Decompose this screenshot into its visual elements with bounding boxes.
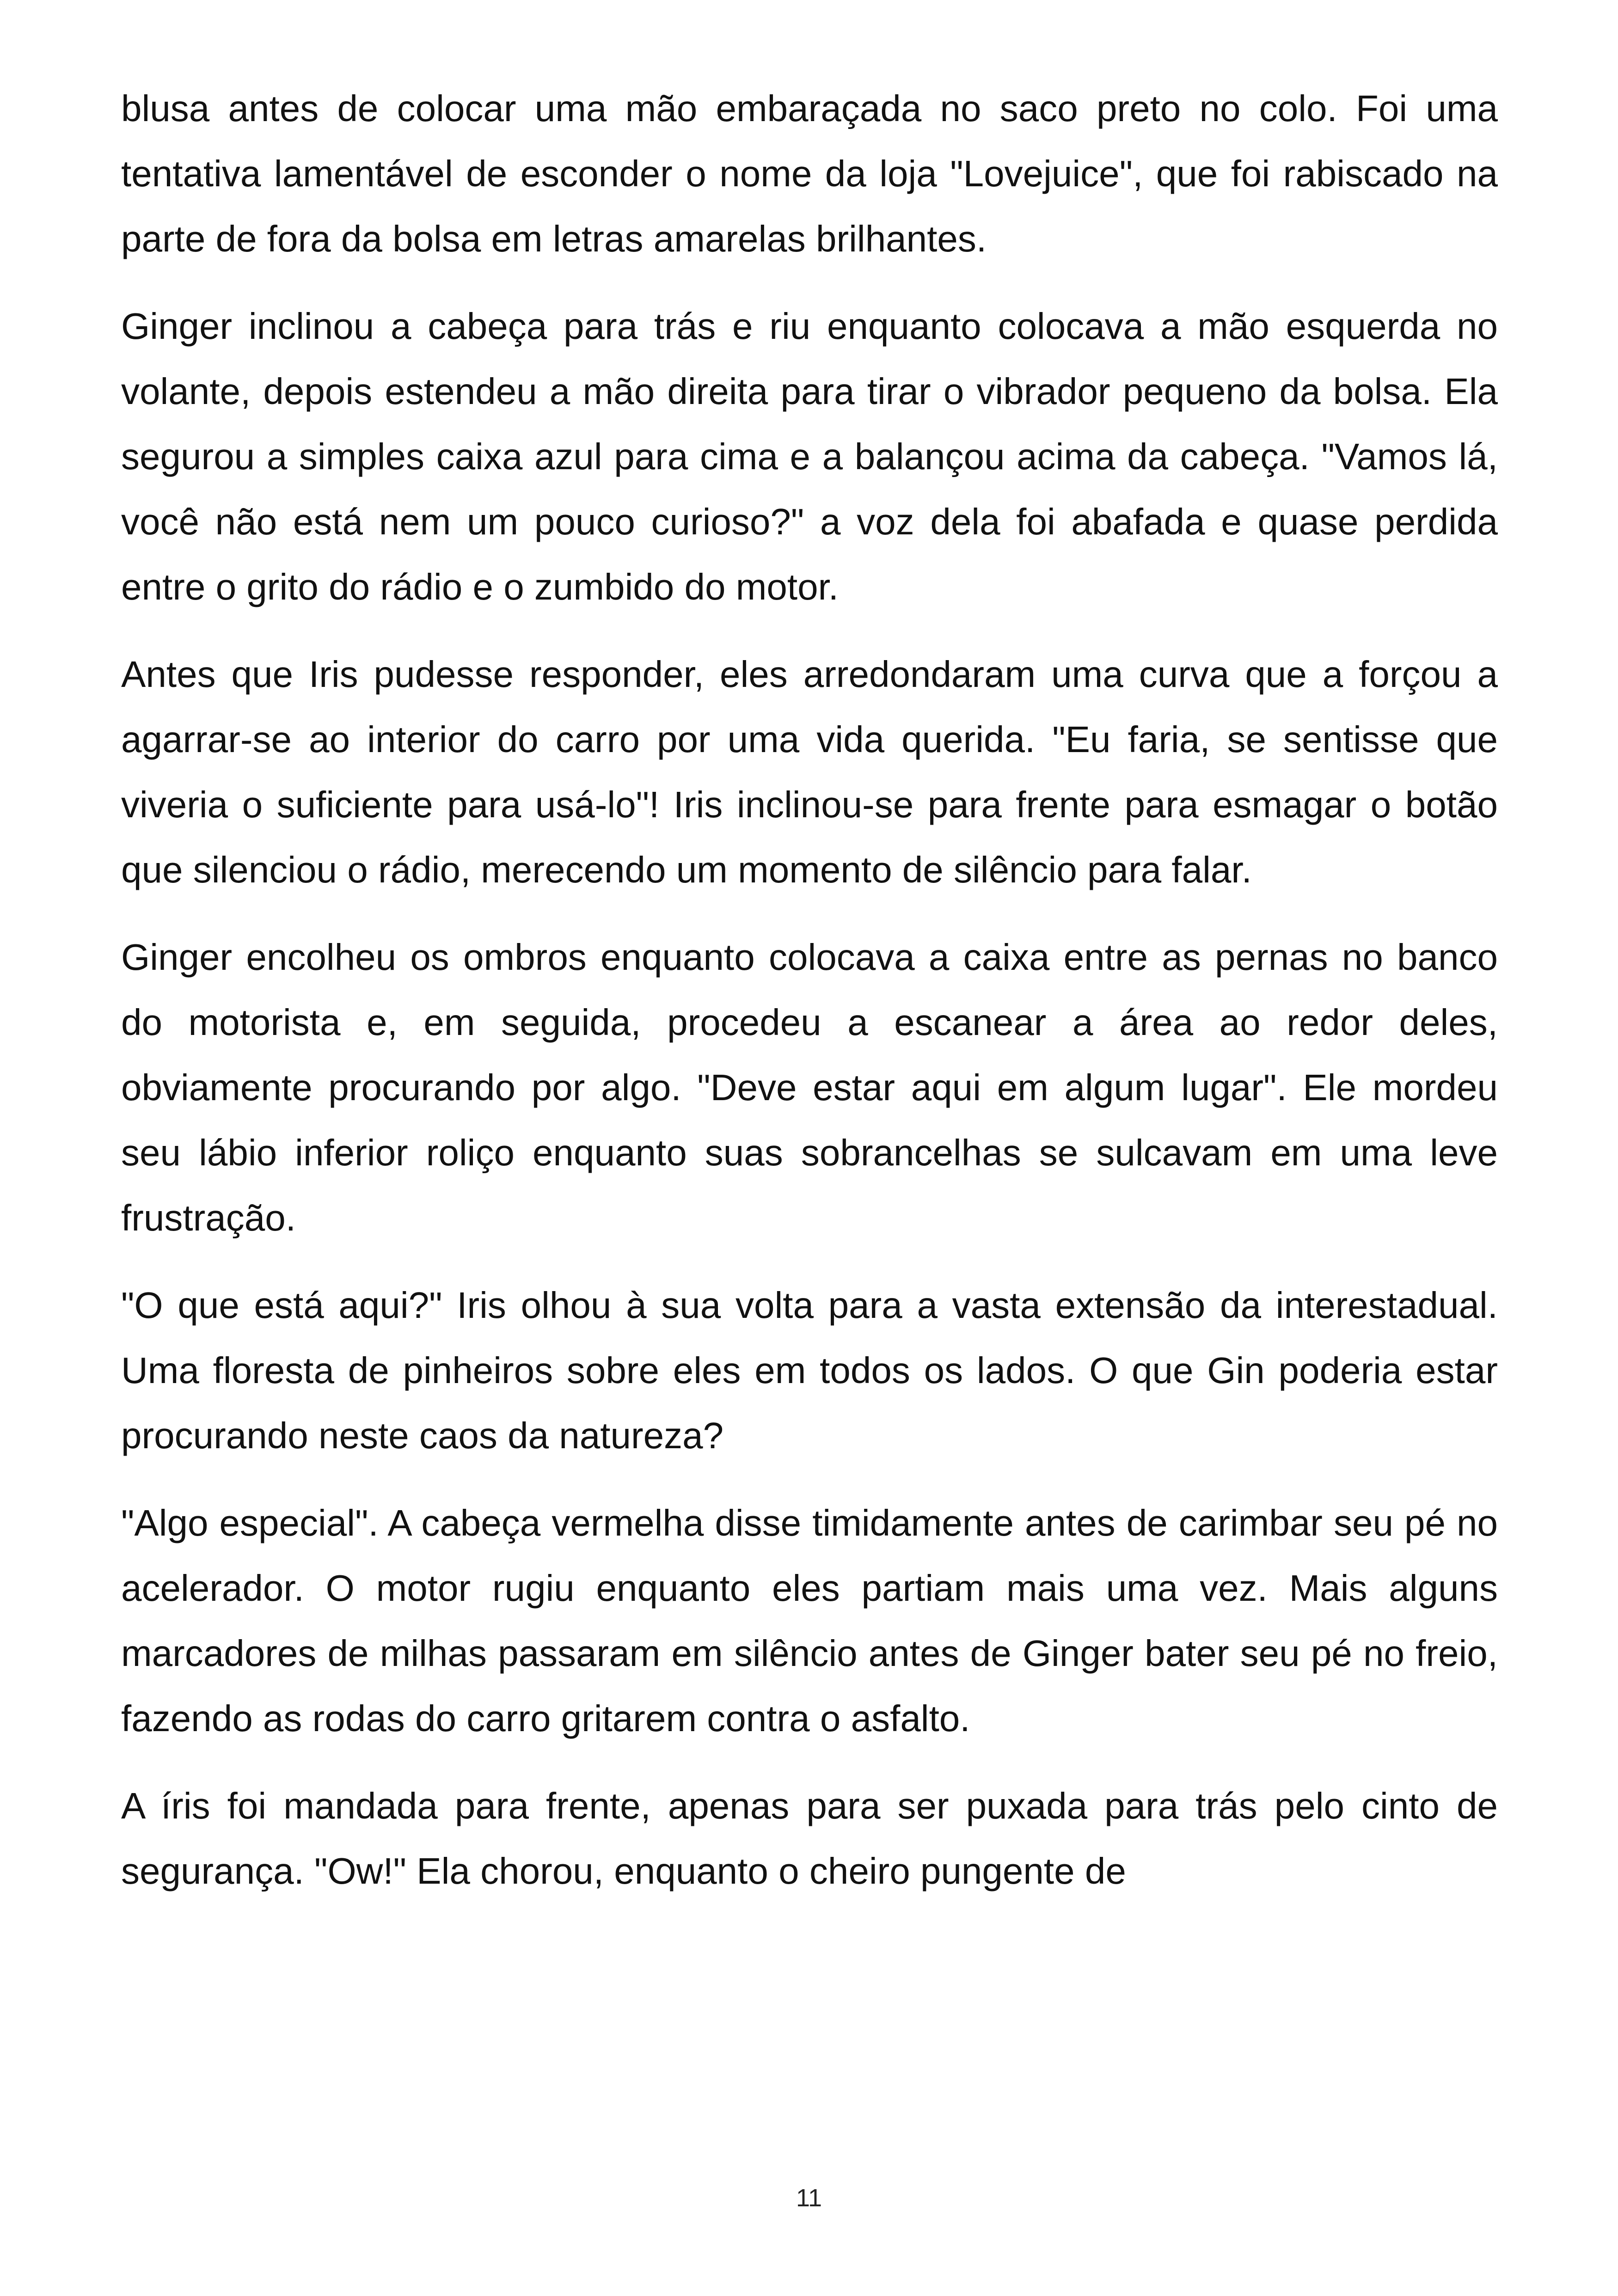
- paragraph-5: "O que está aqui?" Iris olhou à sua volta para a vasta extensão da interestadual. Uma floresta de pinheiros sobre eles em todos os lados. O que Gin poderia estar procurando neste caos da natureza?: [121, 1285, 1498, 1456]
- paragraph-4: Ginger encolheu os ombros enquanto colocava a caixa entre as pernas no banco do motorista e, em seguida, procedeu a escanear a área ao redor deles, obviamente procurando por algo. "Deve estar aqui em algum lugar". Ele mordeu seu lábio inferior roliço enquanto suas sobrancelhas se sulcavam em uma leve frustração.: [121, 937, 1498, 1238]
- paragraph-1: blusa antes de colocar uma mão embaraçada no saco preto no colo. Foi uma tentativa lamentável de esconder o nome da loja "Lovejuice", que foi rabiscado na parte de fora da bolsa em letras amarelas brilhantes.: [121, 88, 1498, 259]
- page-number: 11: [796, 2184, 822, 2212]
- paragraph-7: A íris foi mandada para frente, apenas para ser puxada para trás pelo cinto de segurança. "Ow!" Ela chorou, enquanto o cheiro pungente de: [121, 1785, 1498, 1892]
- paragraph-6: "Algo especial". A cabeça vermelha disse timidamente antes de carimbar seu pé no acelerador. O motor rugiu enquanto eles partiam mais uma vez. Mais alguns marcadores de milhas passaram em silêncio antes de Ginger bater seu pé no freio, fazendo as rodas do carro gritarem contra o asfalto.: [121, 1502, 1498, 1739]
- body-text: [121, 76, 1498, 1926]
- paragraph-3: Antes que Iris pudesse responder, eles arredondaram uma curva que a forçou a agarrar-se ao interior do carro por uma vida querida. "Eu faria, se sentisse que viveria o suficiente para usá-lo"! Iris inclinou-se para frente para esmagar o botão que silenciou o rádio, merecendo um momento de silêncio para falar.: [121, 654, 1498, 890]
- paragraph-2: Ginger inclinou a cabeça para trás e riu enquanto colocava a mão esquerda no volante, depois estendeu a mão direita para tirar o vibrador pequeno da bolsa. Ela segurou a simples caixa azul para cima e a balançou acima da cabeça. "Vamos lá, você não está nem um pouco curioso?" a voz dela foi abafada e quase perdida entre o grito do rádio e o zumbido do motor.: [121, 306, 1498, 607]
